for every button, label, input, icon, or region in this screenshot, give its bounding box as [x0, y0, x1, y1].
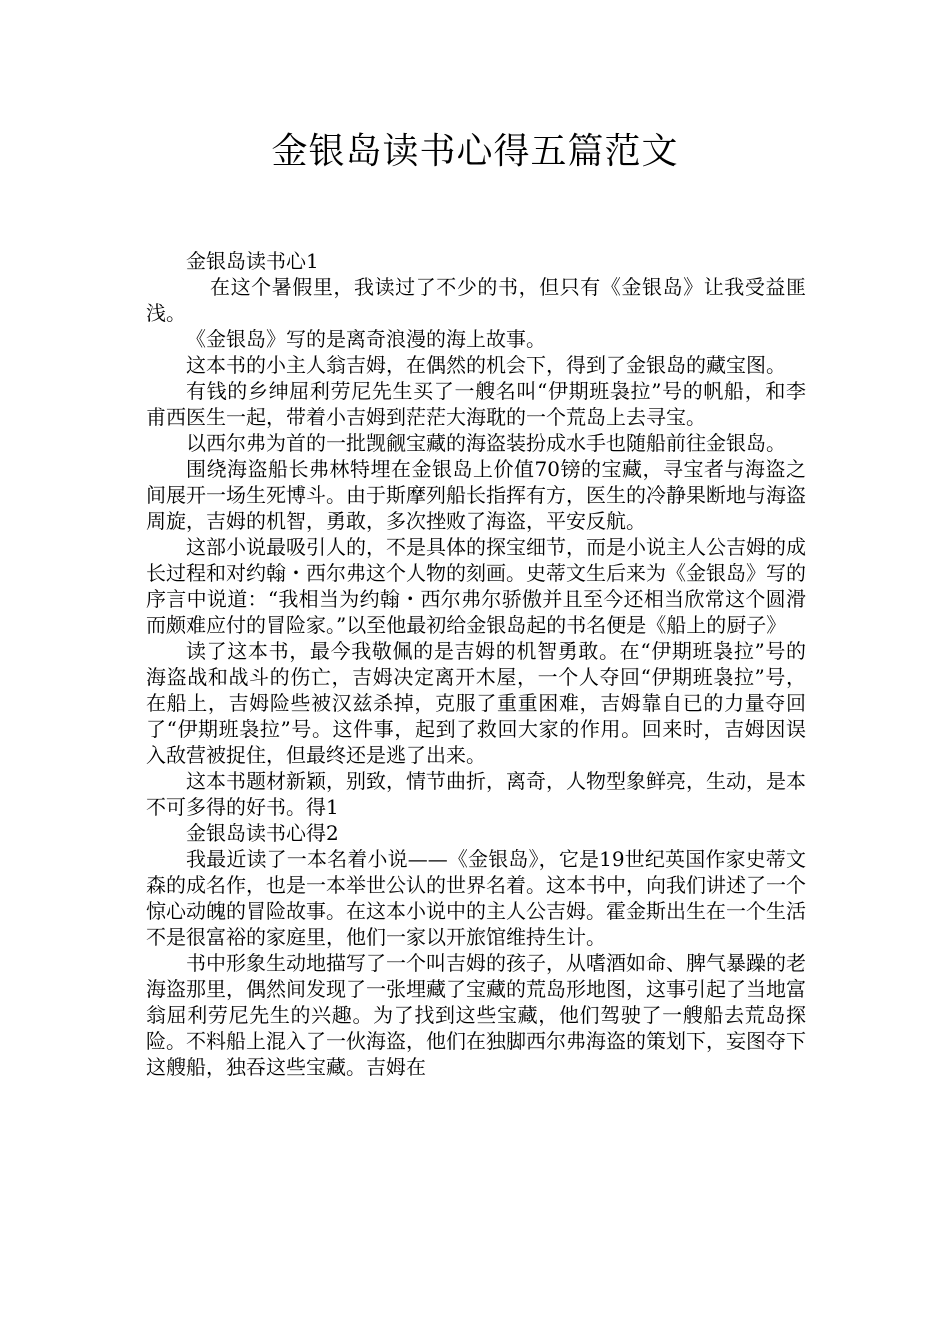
paragraph: 这部小说最吸引人的，不是具体的探宝细节，而是小说主人公吉姆的成长过程和对约翰・西尔弗这个人物的刻画。史蒂文生后来为《金银岛》写的序言中说道：“我相当为约翰・西尔弗尔骄傲并且至今还相当欣常这个圆滑而颇难应付的冒险家。”以至他最初给金银岛起的书名便是《船上的厨子》 — [146, 535, 806, 637]
paragraph: 以西尔弗为首的一批觊觎宝藏的海盗装扮成水手也随船前往金银岛。 — [186, 431, 786, 455]
paragraph: 有钱的乡绅屈利劳尼先生买了一艘名叫“伊期班袅拉”号的帆船，和李甫西医生一起，带着小吉姆到茫茫大海耽的一个荒岛上去寻宝。 — [146, 379, 806, 429]
paragraph: 这本书题材新颖，别致，情节曲折，离奇，人物型象鲜亮，生动，是本不可多得的好书。得1 — [146, 769, 806, 819]
paragraph: 在这个暑假里，我读过了不少的书，但只有《金银岛》让我受益匪浅。 — [146, 275, 806, 325]
section-heading-2: 金银岛读书心得2 — [186, 821, 339, 845]
paragraph: 围绕海盗船长弗林特埋在金银岛上价值70镑的宝藏，寻宝者与海盗之间展开一场生死博斗。由于斯摩列船长指挥有方，医生的冷静果断地与海盗周旋，吉姆的机智，勇敢，多次挫败了海盗，平安反航。 — [146, 457, 806, 533]
paragraph: 这本书的小主人翁吉姆，在偶然的机会下，得到了金银岛的藏宝图。 — [186, 353, 786, 377]
paragraph: 读了这本书，最今我敬佩的是吉姆的机智勇敢。在“伊期班袅拉”号的海盗战和战斗的伤亡，吉姆决定离开木屋，一个人夺回“伊期班袅拉”号，在船上，吉姆险些被汉兹杀掉，克服了重重困难，吉姆靠自已的力量夺回了“伊期班袅拉”号。这件事，起到了救回大家的作用。回来时，吉姆因误入敌营被捉住，但最终还是逃了出来。 — [146, 639, 806, 767]
paragraph: 《金银岛》写的是离奇浪漫的海上故事。 — [186, 327, 546, 351]
paragraph: 我最近读了一本名着小说——《金银岛》，它是19世纪英国作家史蒂文森的成名作，也是一本举世公认的世界名着。这本书中，向我们讲述了一个惊心动魄的冒险故事。在这本小说中的主人公吉姆。霍金斯出生在一个生活不是很富裕的家庭里，他们一家以开旅馆维持生计。 — [146, 847, 806, 949]
document-title: 金银岛读书心得五篇范文 — [271, 131, 679, 172]
paragraph: 书中形象生动地描写了一个叫吉姆的孩子，从嗜酒如命、脾气暴躁的老海盗那里，偶然间发现了一张埋藏了宝藏的荒岛形地图，这事引起了当地富翁屈利劳尼先生的兴趣。为了找到这些宝藏，他们驾驶了一艘船去荒岛探险。不料船上混入了一伙海盗，他们在独脚西尔弗海盗的策划下，妄图夺下这艘船，独吞这些宝藏。吉姆在 — [146, 951, 806, 1079]
section-heading-1: 金银岛读书心1 — [186, 249, 319, 273]
document-body — [146, 248, 806, 1080]
